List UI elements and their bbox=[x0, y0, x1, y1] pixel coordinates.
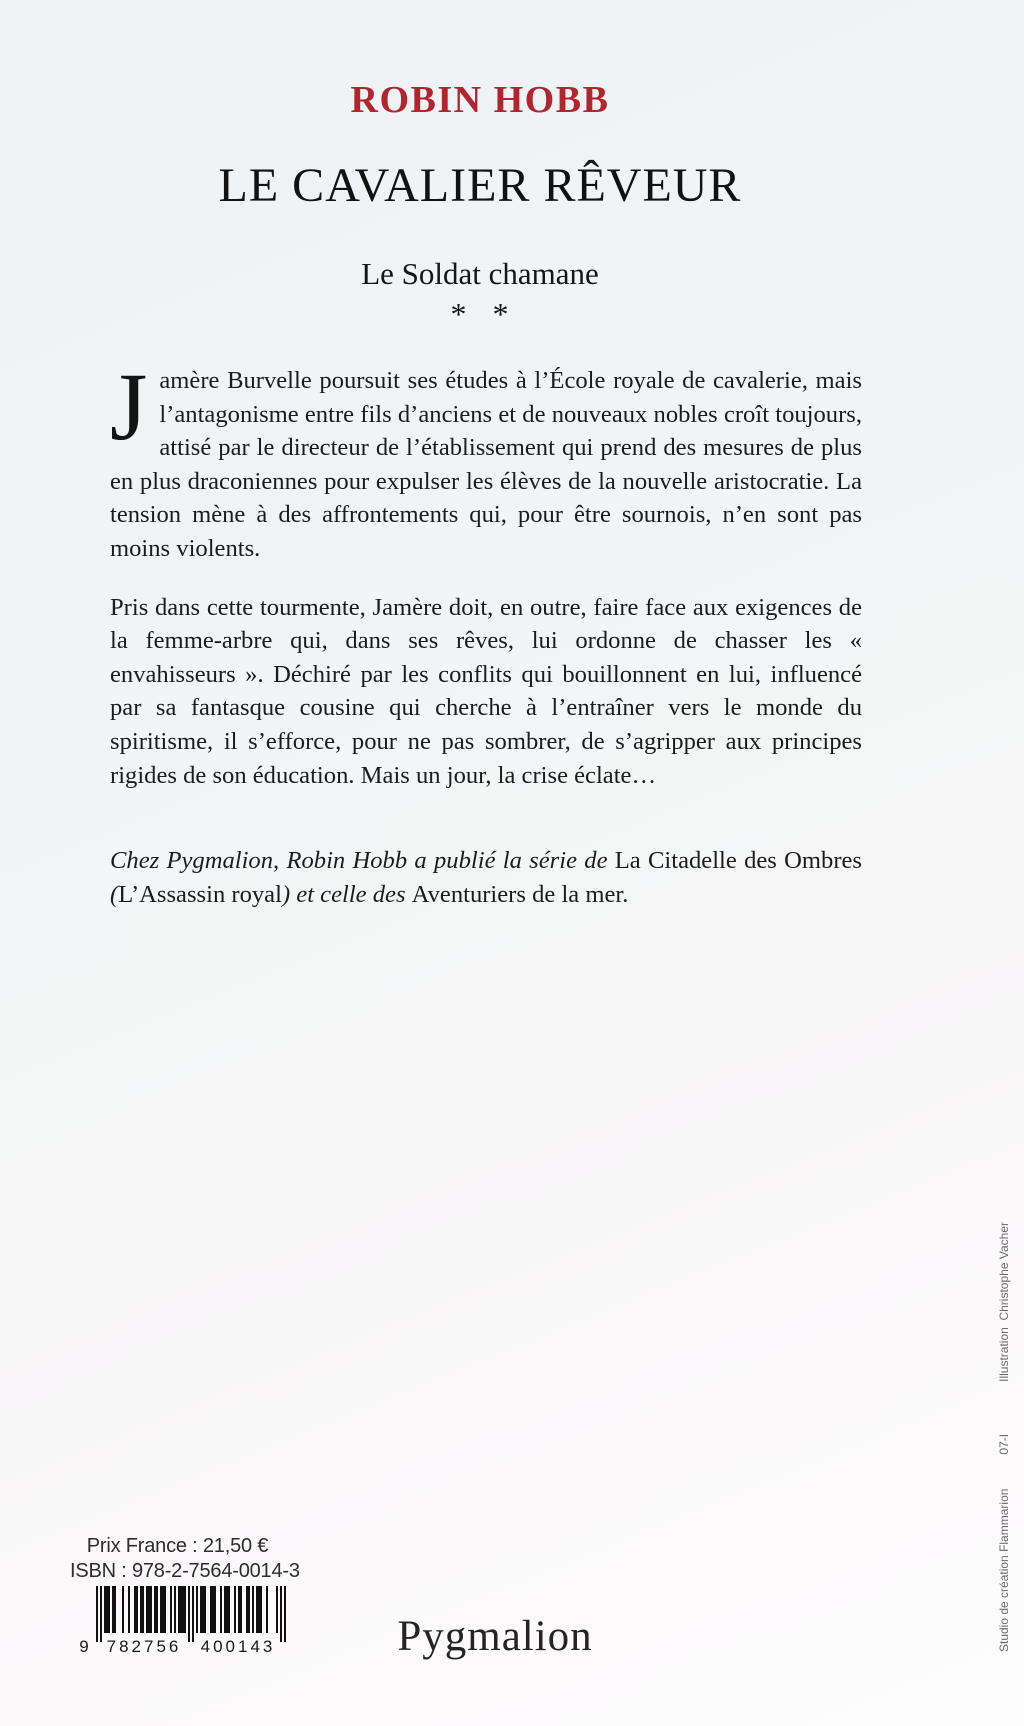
synopsis-text bbox=[110, 353, 863, 936]
paragraph-1-text: amère Burvelle poursuit ses études à l’École royale de cavalerie, mais l’antagonisme entre fils d’anciens et de nouveaux nobles croît toujours, attisé par le directeur de l’établissement qui prend des mesures de plus en plus draconiennes pour expulser les élèves de la nouvelle aristocratie. La tension mène à des affrontements qui, pour être sournois, n’en sont pas moins violents. bbox=[110, 367, 862, 562]
volume-asterisks: * * bbox=[450, 296, 518, 332]
series-title: Le Soldat chamane bbox=[361, 256, 599, 291]
author-name: ROBIN HOBB bbox=[350, 79, 610, 121]
synopsis-paragraph-2: Pris dans cette tourmente, Jamère doit, en outre, faire face aux exigences de la femme-arbre qui, dans ses rêves, lui ordonne de chasser les « envahisseurs ». Déchiré par les conflits qui bouillonnent en lui, influencé par sa fantasque cousine qui cherche à l’entraîner vers le monde du spiritisme, il s’efforce, pour ne pas sombrer, de s’agripper aux principes rigides de son éducation. Mais un jour, la crise éclate… bbox=[110, 593, 862, 789]
studio-credit: Studio de création Flammarion bbox=[997, 1488, 1011, 1652]
illustration-credit: Illustration Christophe Vacher bbox=[997, 1222, 1011, 1382]
publisher-credit-paragraph bbox=[110, 844, 862, 911]
book-title: LE CAVALIER RÊVEUR bbox=[218, 159, 742, 212]
print-code: 07-I bbox=[997, 1433, 1011, 1455]
publisher-logo-text: Pygmalion bbox=[397, 1613, 593, 1660]
price-isbn-block bbox=[70, 1534, 300, 1584]
svg-text:9: 9 bbox=[79, 1637, 89, 1656]
credit-segment: L’Assassin royal bbox=[118, 880, 282, 908]
price-label: Prix France : 21,50 € bbox=[86, 1535, 269, 1557]
credit-segment: Aventuriers de la mer. bbox=[411, 880, 629, 908]
synopsis-paragraph-1 bbox=[110, 353, 862, 566]
credit-segment: ) et celle des bbox=[281, 880, 412, 908]
credit-segment: ( bbox=[110, 880, 119, 908]
credit-segment: La Citadelle des Ombres bbox=[614, 847, 863, 875]
svg-text:400143: 400143 bbox=[200, 1637, 276, 1656]
dropcap-letter: J bbox=[110, 353, 148, 460]
isbn-label: ISBN : 978-2-7564-0014-3 bbox=[70, 1560, 300, 1582]
edge-credits-vertical-text bbox=[995, 1192, 1013, 1652]
credit-segment: Chez Pygmalion, Robin Hobb a publié la série de bbox=[110, 847, 615, 875]
svg-text:782756: 782756 bbox=[106, 1637, 182, 1656]
